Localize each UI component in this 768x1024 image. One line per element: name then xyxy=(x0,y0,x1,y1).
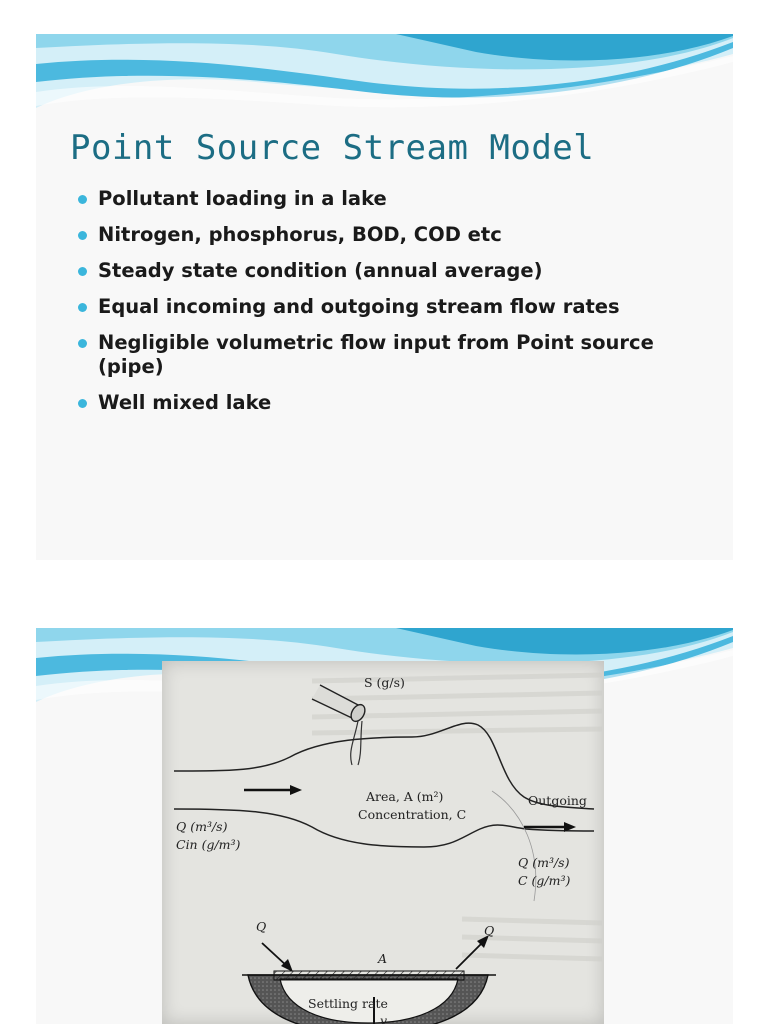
outgoing-label: Outgoing xyxy=(528,793,587,808)
outflow-c-label: C (g/m³) xyxy=(518,873,571,888)
slide-2 xyxy=(36,628,733,1024)
bullet-text: Negligible volumetric flow input from Point source (pipe) xyxy=(98,331,654,378)
wave-banner xyxy=(36,34,733,124)
inflow-c-label: Cin (g/m³) xyxy=(176,837,241,852)
bullet-list xyxy=(76,187,696,427)
bullet-item xyxy=(76,223,696,247)
bullet-text: Steady state condition (annual average) xyxy=(98,259,543,282)
bullet-icon xyxy=(78,399,87,408)
lower-q-right-label: Q xyxy=(484,923,495,938)
concentration-label: Concentration, C xyxy=(358,807,467,822)
bullet-text: Pollutant loading in a lake xyxy=(98,187,387,210)
bullet-item xyxy=(76,295,696,319)
settling-symbol-label: v xyxy=(380,1013,388,1024)
lake-model-figure xyxy=(162,661,604,1024)
inflow-q-label: Q (m³/s) xyxy=(176,819,228,834)
outflow-q-arrow-icon xyxy=(456,935,489,969)
inflow-q-arrow-icon xyxy=(262,943,293,972)
lower-area-label: A xyxy=(378,951,388,966)
bullet-item xyxy=(76,259,696,283)
settling-rate-label: Settling rate xyxy=(308,996,388,1011)
bullet-item xyxy=(76,331,696,379)
bullet-icon xyxy=(78,231,87,240)
outflow-q-label: Q (m³/s) xyxy=(518,855,570,870)
bullet-text: Nitrogen, phosphorus, BOD, COD etc xyxy=(98,223,502,246)
bullet-item xyxy=(76,391,696,415)
bullet-icon xyxy=(78,195,87,204)
lower-q-left-label: Q xyxy=(256,919,267,934)
bullet-item xyxy=(76,187,696,211)
slide-1 xyxy=(36,34,733,560)
area-label: Area, A (m²) xyxy=(366,789,444,804)
bullet-icon xyxy=(78,339,87,348)
inflow-arrow-icon xyxy=(244,785,302,795)
bullet-text: Equal incoming and outgoing stream flow rates xyxy=(98,295,620,318)
slide-title: Point Source Stream Model xyxy=(70,128,595,168)
source-label: S (g/s) xyxy=(364,675,405,690)
bullet-icon xyxy=(78,267,87,276)
bullet-text: Well mixed lake xyxy=(98,391,272,414)
bullet-icon xyxy=(78,303,87,312)
